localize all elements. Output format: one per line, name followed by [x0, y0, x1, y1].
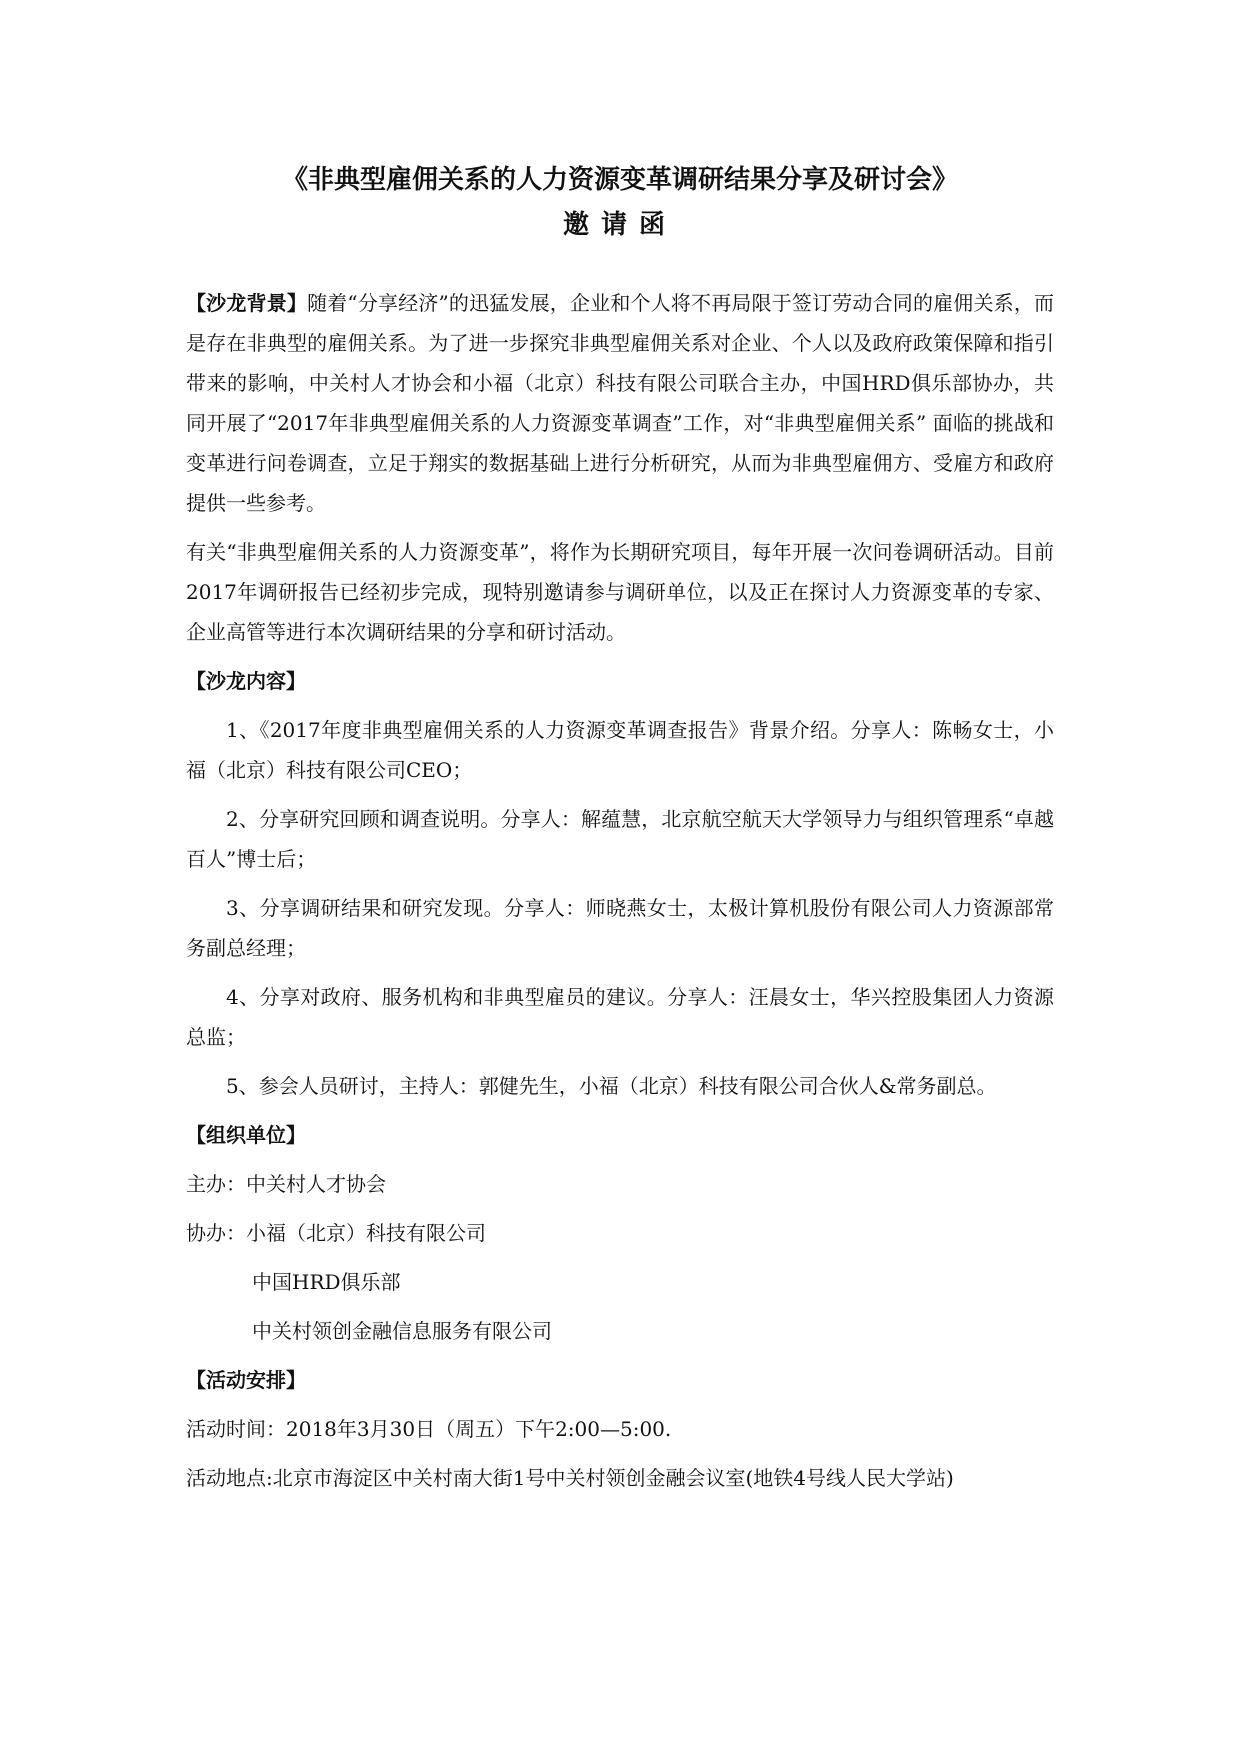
organizer-co-item: 小福（北京）科技有限公司: [246, 1221, 486, 1245]
content-item: 1、《2017年度非典型雇佣关系的人力资源变革调查报告》背景介绍。分享人：陈畅女士，小福（北京）科技有限公司CEO；: [186, 718, 1054, 782]
organizer-co-item: 中国HRD俱乐部: [252, 1270, 401, 1294]
document-body: [186, 283, 1054, 1507]
organizer-co-row: [186, 1213, 1054, 1253]
organizer-co-label: 协办：: [186, 1221, 246, 1245]
schedule-heading: 【活动安排】: [186, 1368, 306, 1392]
background-heading: 【沙龙背景】: [186, 291, 308, 315]
organizer-co-item: 中关村领创金融信息服务有限公司: [252, 1319, 552, 1343]
content-heading: 【沙龙内容】: [186, 669, 306, 693]
content-item: 3、分享调研结果和研究发现。分享人：师晓燕女士，太极计算机股份有限公司人力资源部常务副总经理；: [186, 896, 1054, 960]
schedule-time: 活动时间：2018年3月30日（周五）下午2:00—5:00.: [186, 1417, 672, 1441]
schedule-place: 活动地点:北京市海淀区中关村南大街1号中关村领创金融会议室(地铁4号线人民大学站): [186, 1466, 954, 1490]
organizer-host: 主办：中关村人才协会: [186, 1172, 386, 1196]
content-item: 2、分享研究回顾和调查说明。分享人：解蕴慧，北京航空航天大学领导力与组织管理系“卓越百人”博士后；: [186, 807, 1054, 871]
content-item: 4、分享对政府、服务机构和非典型雇员的建议。分享人：汪晨女士，华兴控股集团人力资源总监；: [186, 985, 1054, 1049]
organizers-heading: 【组织单位】: [186, 1123, 306, 1147]
background-paragraph: [186, 283, 1054, 523]
background-paragraph-2: 有关“非典型雇佣关系的人力资源变革”，将作为长期研究项目，每年开展一次问卷调研活动。目前2017年调研报告已经初步完成，现特别邀请参与调研单位，以及正在探讨人力资源变革的专家、企业高管等进行本次调研结果的分享和研讨活动。: [186, 540, 1054, 644]
document-subtitle: 邀请函: [562, 210, 677, 240]
content-item: 5、参会人员研讨，主持人：郭健先生，小福（北京）科技有限公司合伙人&常务副总。: [226, 1074, 997, 1098]
background-text: 随着“分享经济”的迅猛发展，企业和个人将不再局限于签订劳动合同的雇佣关系，而是存在非典型的雇佣关系。为了进一步探究非典型雇佣关系对企业、个人以及政府政策保障和指引带来的影响，中关村人才协会和小福（北京）科技有限公司联合主办，中国HRD俱乐部协办，共同开展了“2017年非典型雇佣关系的人力资源变革调查”工作，对“非典型雇佣关系” 面临的挑战和变革进行问卷调查，立足于翔实的数据基础上进行分析研究，从而为非典型雇佣方、受雇方和政府提供一些参考。: [186, 291, 1055, 515]
document-title: 《非典型雇佣关系的人力资源变革调研结果分享及研讨会》: [281, 165, 958, 195]
